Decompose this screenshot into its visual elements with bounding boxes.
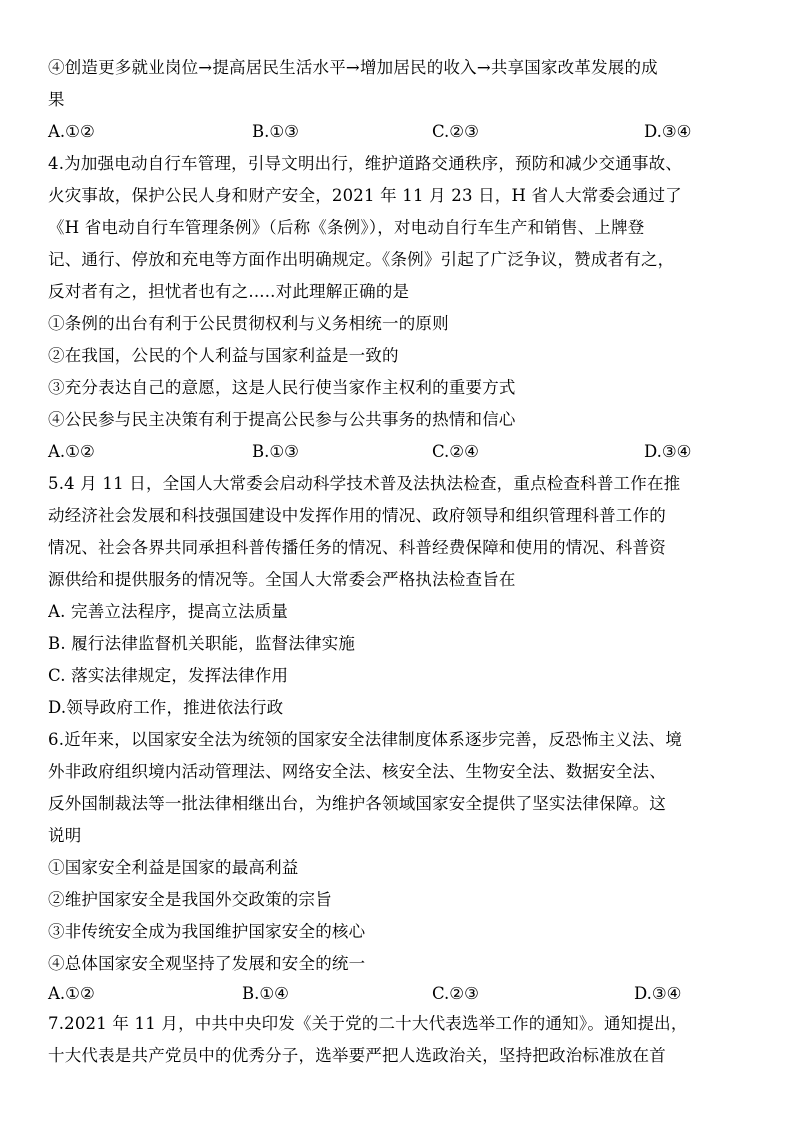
q4-stem-line: 反对者有之，担忧者也有之.....对此理解正确的是	[48, 282, 410, 301]
q4-option-c[interactable]: C.②④	[432, 442, 479, 461]
q3-item4-line2: 果	[48, 90, 65, 109]
q4-item: ①条例的出台有利于公民贯彻权利与义务相统一的原则	[48, 314, 449, 333]
q6-option-d[interactable]: D.③④	[634, 984, 682, 1003]
q6-item: ③非传统安全成为我国维护国家安全的核心	[48, 922, 366, 941]
q5-stem-line: 源供给和提供服务的情况等。全国人大常委会严格执法检查旨在	[48, 570, 516, 589]
q4-options	[0, 442, 794, 462]
q6-stem-line: 6.近年来，以国家安全法为统领的国家安全法律制度体系逐步完善，反恐怖主义法、境	[48, 730, 683, 749]
q7-stem-line: 7.2021 年 11 月，中共中央印发《关于党的二十大代表选举工作的通知》。通知提出，	[48, 1014, 688, 1033]
q6-item: ④总体国家安全观坚持了发展和安全的统一	[48, 954, 366, 973]
q6-options	[0, 984, 794, 1004]
q6-stem-line: 外非政府组织境内活动管理法、网络安全法、核安全法、生物安全法、数据安全法、	[48, 762, 666, 781]
q6-stem-line: 反外国制裁法等一批法律相继出台，为维护各领域国家安全提供了坚实法律保障。这	[48, 794, 666, 813]
q3-option-b[interactable]: B.①③	[252, 122, 299, 141]
q3-option-c[interactable]: C.②③	[432, 122, 479, 141]
q5-choice-c[interactable]: C. 落实法律规定，发挥法律作用	[48, 666, 289, 685]
q4-stem-line: 火灾事故，保护公民人身和财产安全，2021 年 11 月 23 日，H 省人大常委会通过了	[48, 186, 682, 205]
q3-option-a[interactable]: A.①②	[48, 122, 95, 141]
q4-item: ②在我国，公民的个人利益与国家利益是一致的	[48, 346, 399, 365]
q4-stem-line: 《H 省电动自行车管理条例》（后称《条例》），对电动自行车生产和销售、上牌登	[48, 218, 645, 237]
q4-option-b[interactable]: B.①③	[252, 442, 299, 461]
q6-option-b[interactable]: B.①④	[242, 984, 289, 1003]
q7-stem-line: 十大代表是共产党员中的优秀分子，选举要严把人选政治关，坚持把政治标准放在首	[48, 1046, 666, 1065]
q3-item4-line1: ④创造更多就业岗位→提高居民生活水平→增加居民的收入→共享国家改革发展的成	[48, 58, 658, 77]
q6-option-a[interactable]: A.①②	[48, 984, 95, 1003]
q4-option-a[interactable]: A.①②	[48, 442, 95, 461]
q3-option-d[interactable]: D.③④	[644, 122, 692, 141]
q6-item: ①国家安全利益是国家的最高利益	[48, 858, 299, 877]
q5-choice-d[interactable]: D.领导政府工作，推进依法行政	[48, 698, 284, 717]
q4-item: ④公民参与民主决策有利于提高公民参与公共事务的热情和信心	[48, 410, 516, 429]
q5-stem-line: 情况、社会各界共同承担科普传播任务的情况、科普经费保障和使用的情况、科普资	[48, 538, 666, 557]
q4-option-d[interactable]: D.③④	[644, 442, 692, 461]
q5-stem-line: 5.4 月 11 日，全国人大常委会启动科学技术普及法执法检查，重点检查科普工作在推	[48, 474, 681, 493]
q5-stem-line: 动经济社会发展和科技强国建设中发挥作用的情况、政府领导和组织管理科普工作的	[48, 506, 666, 525]
q6-stem-line: 说明	[48, 826, 82, 845]
q6-option-c[interactable]: C.②③	[432, 984, 479, 1003]
q3-options	[0, 122, 794, 142]
q4-item: ③充分表达自己的意愿，这是人民行使当家作主权利的重要方式	[48, 378, 516, 397]
q4-stem-line: 记、通行、停放和充电等方面作出明确规定。《条例》引起了广泛争议，赞成者有之，	[48, 250, 675, 269]
q4-stem-line: 4.为加强电动自行车管理，引导文明出行，维护道路交通秩序，预防和减少交通事故、	[48, 154, 683, 173]
q5-choice-a[interactable]: A. 完善立法程序，提高立法质量	[48, 602, 289, 621]
q6-item: ②维护国家安全是我国外交政策的宗旨	[48, 890, 332, 909]
q5-choice-b[interactable]: B. 履行法律监督机关职能，监督法律实施	[48, 634, 356, 653]
